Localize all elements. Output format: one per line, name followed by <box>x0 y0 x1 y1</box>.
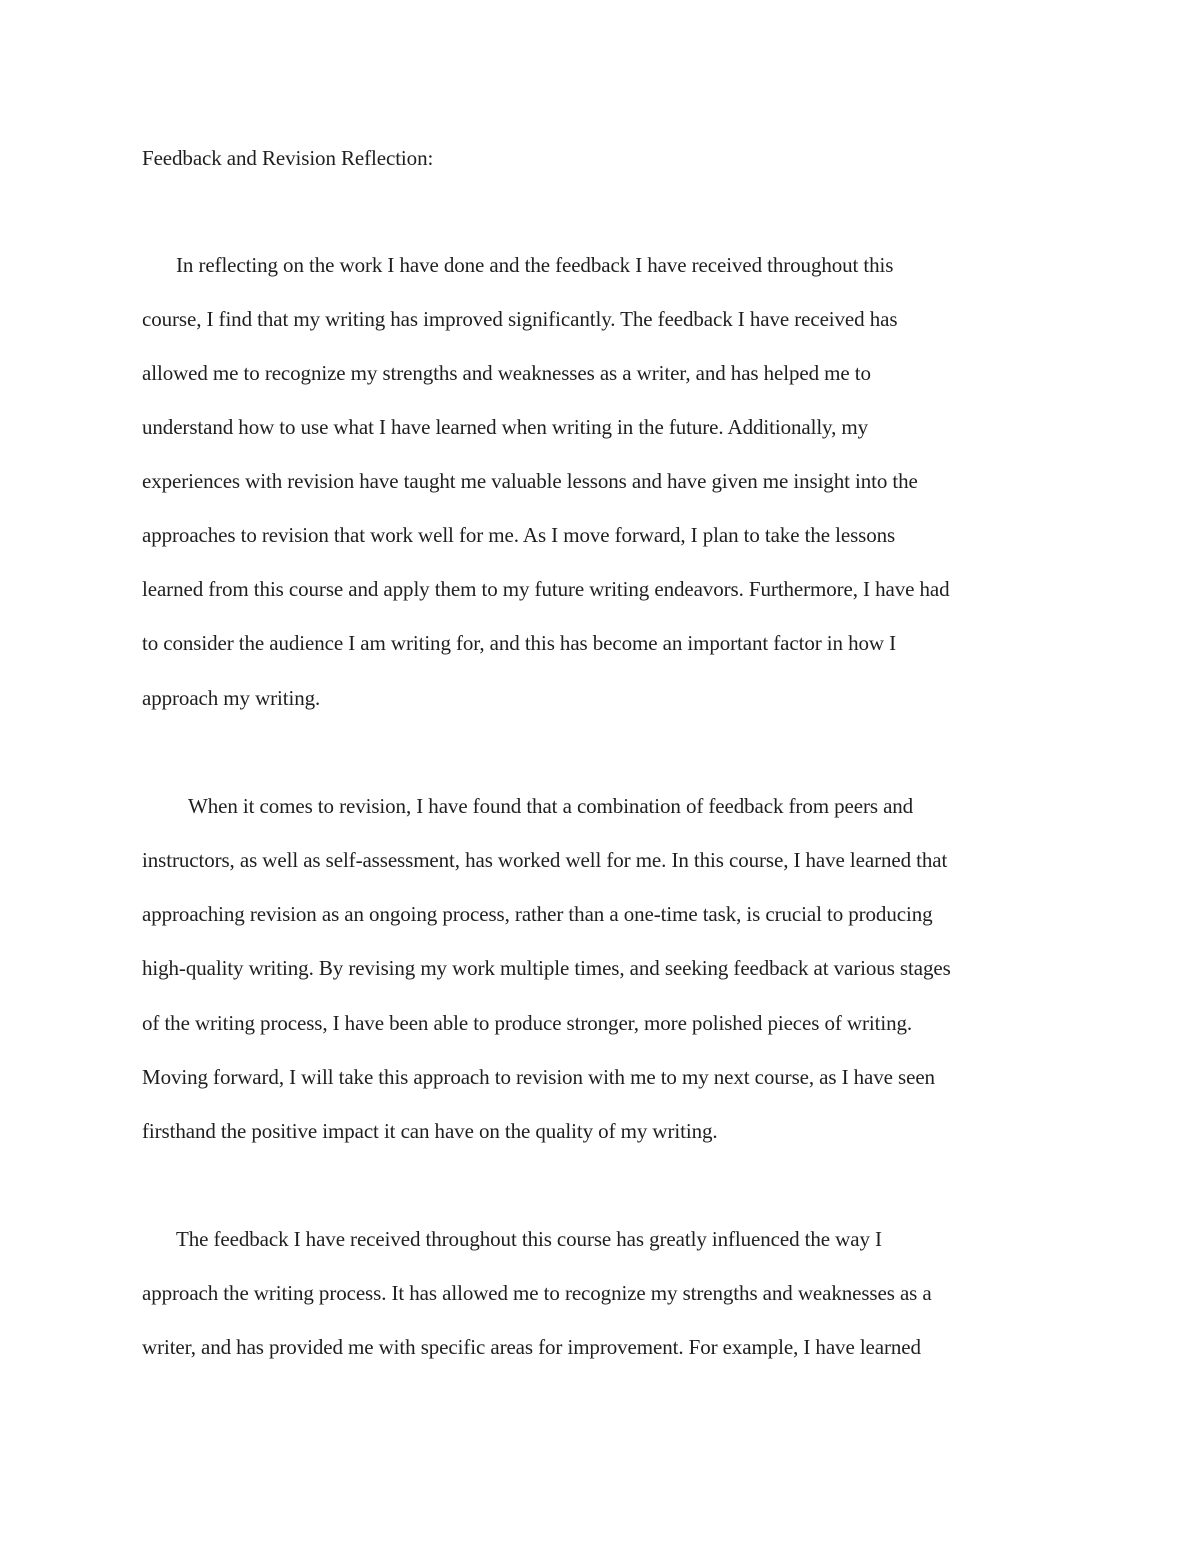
paragraph-3-line-2: approach the writing process. It has allowed me to recognize my strengths and weaknesses as a <box>142 1281 932 1305</box>
paragraph-1-line-2: course, I find that my writing has improved significantly. The feedback I have received has <box>142 307 898 331</box>
paragraph-3-line-1: The feedback I have received throughout this course has greatly influenced the way I <box>176 1227 882 1251</box>
paragraph-1-line-5: experiences with revision have taught me valuable lessons and have given me insight into the <box>142 469 918 493</box>
paragraph-1-line-7: learned from this course and apply them to my future writing endeavors. Furthermore, I have had <box>142 577 950 601</box>
paragraph-1-line-4: understand how to use what I have learned when writing in the future. Additionally, my <box>142 415 869 439</box>
paragraph-1-line-1: In reflecting on the work I have done and the feedback I have received throughout this <box>176 253 894 277</box>
paragraph-2-line-6: Moving forward, I will take this approach to revision with me to my next course, as I have seen <box>142 1065 935 1089</box>
paragraph-1-line-6: approaches to revision that work well for me. As I move forward, I plan to take the lessons <box>142 523 896 547</box>
paragraph-1-line-9: approach my writing. <box>142 686 321 710</box>
paragraph-2-line-5: of the writing process, I have been able to produce stronger, more polished pieces of writing. <box>142 1011 913 1035</box>
paragraph-2-line-1: When it comes to revision, I have found that a combination of feedback from peers and <box>188 794 914 818</box>
paragraph-2-line-4: high-quality writing. By revising my work multiple times, and seeking feedback at various stages <box>142 956 951 980</box>
document-title: Feedback and Revision Reflection: <box>142 146 434 170</box>
paragraph-2-line-3: approaching revision as an ongoing process, rather than a one-time task, is crucial to producing <box>142 902 933 926</box>
paragraph-3-line-3: writer, and has provided me with specific areas for improvement. For example, I have learned <box>142 1335 921 1359</box>
paragraph-1-line-3: allowed me to recognize my strengths and weaknesses as a writer, and has helped me to <box>142 361 871 385</box>
paragraph-2-line-2: instructors, as well as self-assessment, has worked well for me. In this course, I have learned that <box>142 848 948 872</box>
paragraph-1-line-8: to consider the audience I am writing for, and this has become an important factor in how I <box>142 631 896 655</box>
paragraph-2-line-7: firsthand the positive impact it can have on the quality of my writing. <box>142 1119 718 1143</box>
